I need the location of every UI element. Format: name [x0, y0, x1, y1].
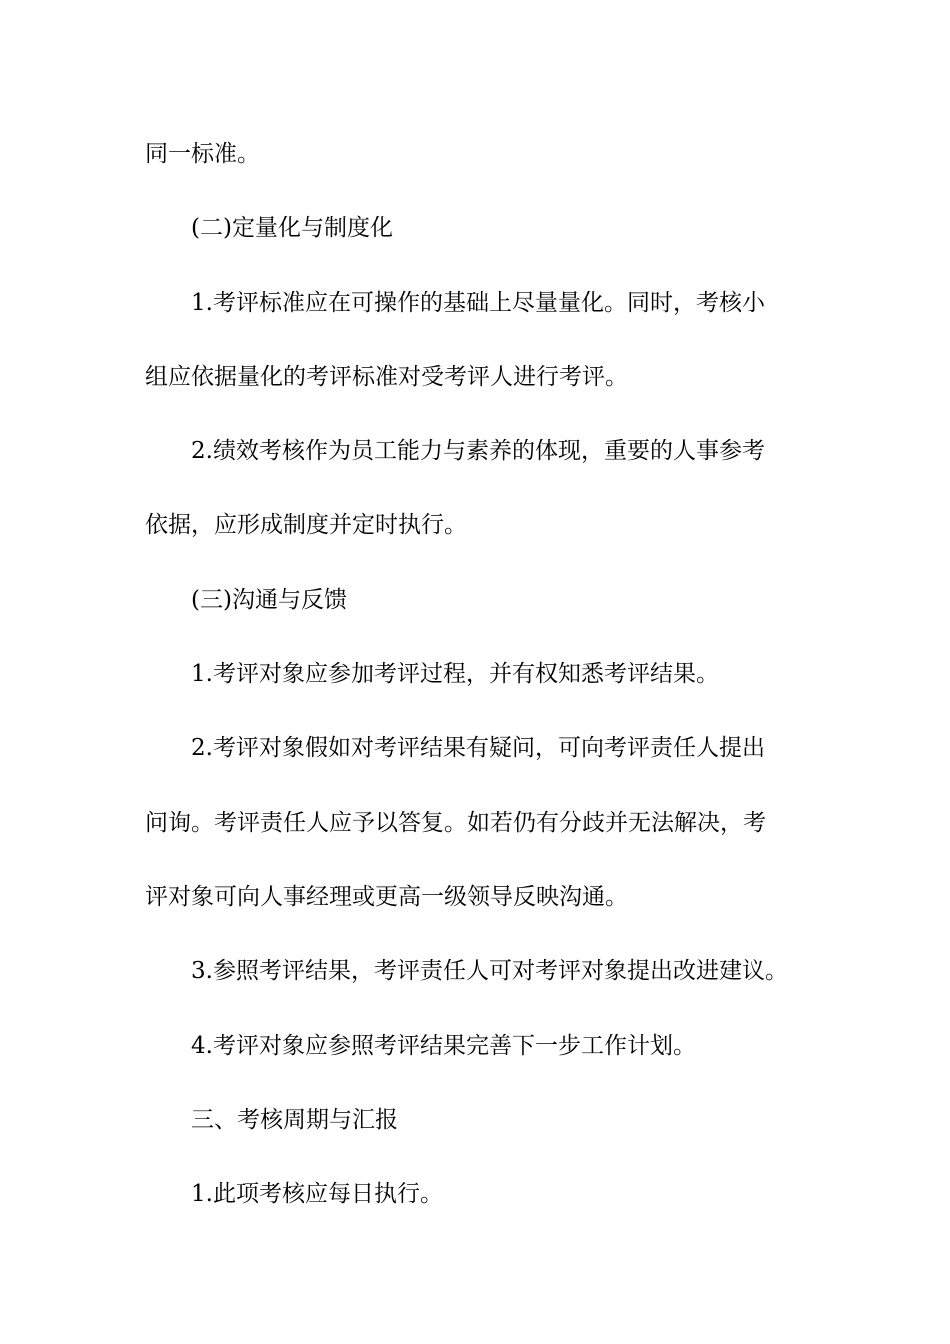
paragraph-line: 4.考评对象应参照考评结果完善下一步工作计划。 — [191, 1032, 696, 1059]
paragraph-line: 评对象可向人事经理或更高一级领导反映沟通。 — [145, 883, 628, 910]
section-heading: (二)定量化与制度化 — [191, 215, 393, 242]
paragraph-line: 同一标准。 — [145, 141, 260, 167]
paragraph-line: 2.考评对象假如对考评结果有疑问，可向考评责任人提出 — [191, 735, 765, 762]
paragraph-line: 组应依据量化的考评标准对受考评人进行考评。 — [145, 363, 628, 390]
paragraph-line: 问询。考评责任人应予以答复。如若仍有分歧并无法解决，考 — [145, 809, 766, 836]
section-heading: (三)沟通与反馈 — [191, 586, 347, 613]
paragraph-line: 2.绩效考核作为员工能力与素养的体现，重要的人事参考 — [191, 438, 765, 465]
document-body — [145, 126, 805, 1240]
paragraph-line: 3.参照考评结果，考评责任人可对考评对象提出改进建议。 — [191, 958, 788, 985]
paragraph-line: 依据，应形成制度并定时执行。 — [145, 512, 467, 539]
paragraph-line: 1.考评标准应在可操作的基础上尽量量化。同时，考核小 — [191, 289, 765, 316]
paragraph-line: 1.考评对象应参加考评过程，并有权知悉考评结果。 — [191, 661, 719, 688]
paragraph-line: 1.此项考核应每日执行。 — [191, 1181, 443, 1208]
section-heading: 三、考核周期与汇报 — [191, 1106, 398, 1133]
